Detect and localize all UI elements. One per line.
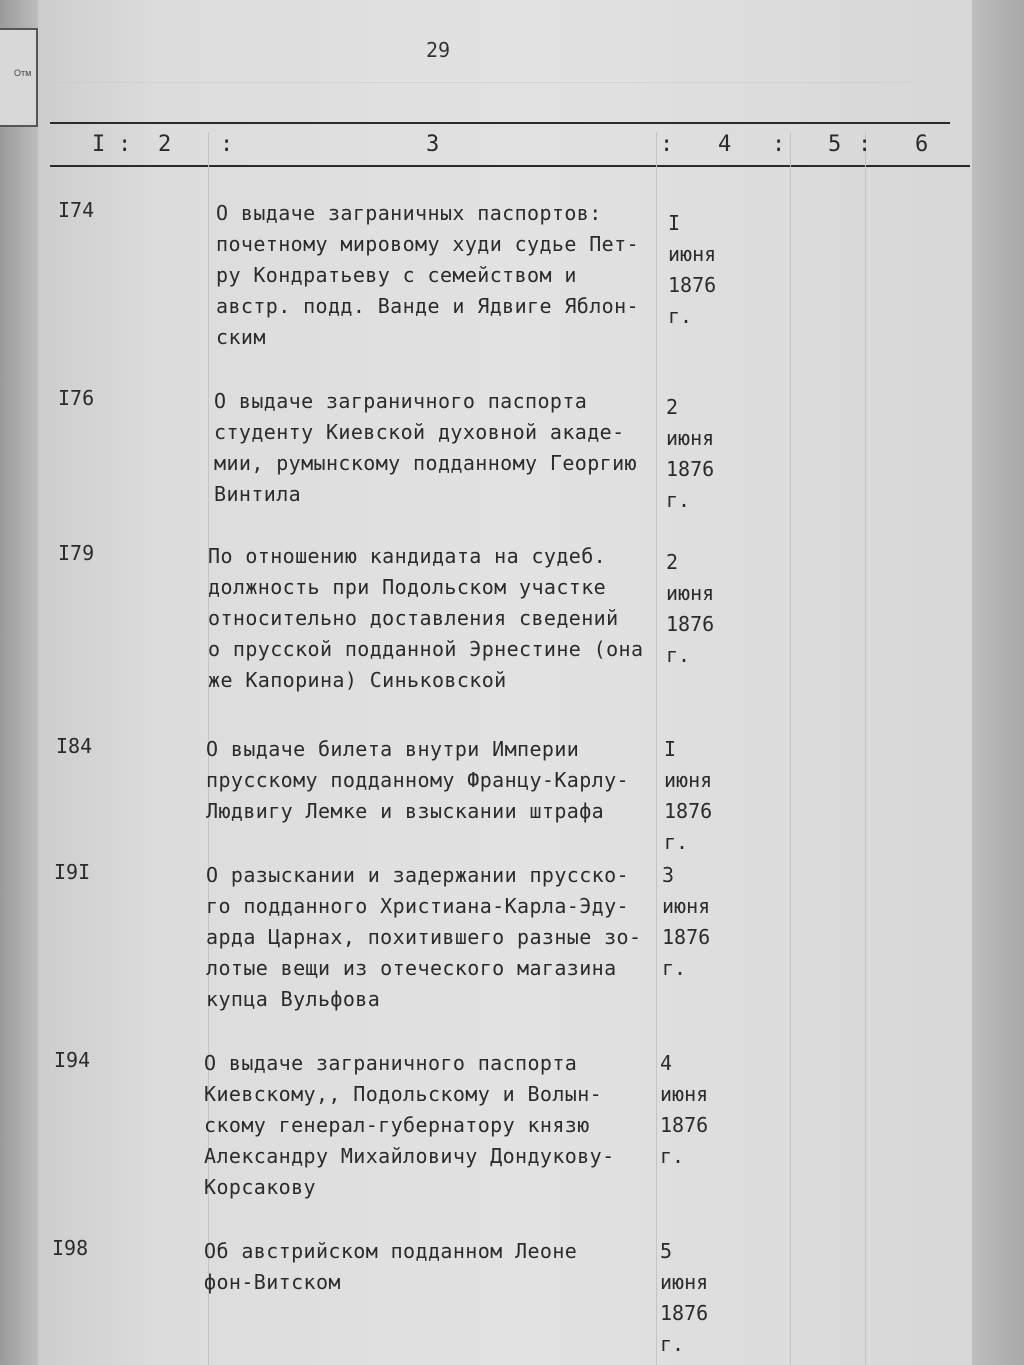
entry-number: I94 xyxy=(54,1048,91,1072)
column-separator: : xyxy=(772,132,786,157)
table-header-rule xyxy=(50,165,970,167)
entry-date: 2 июня 1876 г. xyxy=(666,550,715,667)
entry-number: I74 xyxy=(58,198,95,222)
stamp-text: Отм xyxy=(14,68,32,78)
column-header: 3 xyxy=(426,132,440,157)
column-header: 4 xyxy=(718,132,732,157)
bleed-through-header xyxy=(50,82,910,123)
column-divider xyxy=(790,132,791,1365)
entry-description: Об австрийском подданном Леоне фон-Витском xyxy=(204,1239,578,1294)
column-separator: : xyxy=(660,132,674,157)
entry-date: 5 июня 1876 г. xyxy=(660,1239,709,1356)
entry-number: I79 xyxy=(58,541,95,565)
entry-number: I9I xyxy=(54,860,91,884)
entry-description: О выдаче заграничного паспорта студенту Киевской духовной акаде- мии, румынскому подданному Георгию Винтила xyxy=(214,389,637,506)
entry-date: 4 июня 1876 г. xyxy=(660,1051,709,1168)
column-separator: : xyxy=(220,132,234,157)
table-top-rule xyxy=(50,122,950,124)
entry-description: По отношению кандидата на судеб. должность при Подольском участке относительно доставления сведений о прусской подданной Эрнестине (она же Капорина) Синьковской xyxy=(208,544,644,692)
column-separator: : xyxy=(118,132,132,157)
entry-number: I98 xyxy=(52,1236,89,1260)
entry-date: 2 июня 1876 г. xyxy=(666,395,715,512)
column-divider xyxy=(865,132,866,1365)
column-header: I xyxy=(92,132,106,157)
entry-date: I июня 1876 г. xyxy=(668,211,717,328)
column-header: 6 xyxy=(915,132,929,157)
entry-description: О выдаче билета внутри Империи прусскому подданному Францу-Карлу- Людвигу Лемке и взыскании штрафа xyxy=(206,737,629,823)
column-header: 2 xyxy=(158,132,172,157)
column-separator: : xyxy=(858,132,872,157)
entry-number: I84 xyxy=(56,734,93,758)
column-header: 5 xyxy=(828,132,842,157)
archive-stamp-box xyxy=(0,28,38,127)
entry-number: I76 xyxy=(58,386,95,410)
entry-date: 3 июня 1876 г. xyxy=(662,863,711,980)
entry-date: I июня 1876 г. xyxy=(664,737,713,854)
page-number: 29 xyxy=(426,38,451,62)
entry-description: О выдаче заграничного паспорта Киевскому,, Подольскому и Волын- скому генерал-губернатору князю Александру Михайловичу Дондукову- Корсакову xyxy=(204,1051,615,1199)
scan-right-edge xyxy=(972,0,1024,1365)
entry-description: О разыскании и задержании прусско- го подданного Христиана-Карла-Эду- арда Царнах, похитившего разные зо- лотые вещи из отеческого магазина купца Вульфова xyxy=(206,863,642,1011)
entry-description: О выдаче заграничных паспортов: почетному мировому худи судье Пет- ру Кондратьеву с семейством и австр. подд. Ванде и Ядвиге Яблон- ским xyxy=(216,201,639,349)
scan-left-margin xyxy=(0,0,38,1365)
